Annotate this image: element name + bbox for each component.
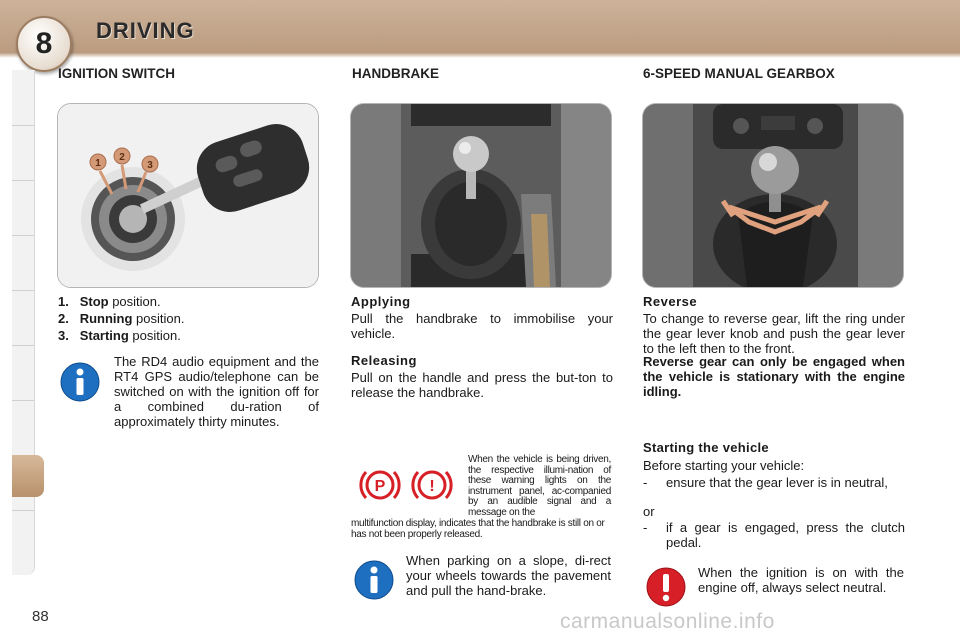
ignition-item-running	[58, 311, 318, 326]
item-label: Starting	[79, 328, 129, 343]
handbrake-illustration	[351, 104, 611, 287]
ignition-item-stop	[58, 294, 318, 309]
warning-icon	[646, 567, 686, 607]
item-number: 1.	[58, 294, 69, 309]
item-label: Stop	[79, 294, 109, 309]
gearbox-illustration	[643, 104, 903, 287]
chapter-number-badge	[16, 16, 72, 72]
key-position-label-3: 3	[147, 160, 153, 171]
ignition-position-list	[58, 294, 318, 343]
page-number: 88	[32, 608, 49, 625]
gearbox-warning-note: When the ignition is on with the engine off, always select neutral.	[698, 565, 904, 595]
starting-item-2-text: if a gear is engaged, press the clutch pedal.	[666, 520, 905, 550]
warning-light-p-label: P	[374, 478, 386, 495]
side-tab-divider	[12, 290, 34, 291]
key-position-label-2: 2	[119, 152, 125, 163]
side-tab-divider	[12, 400, 34, 401]
starting-item-1-text: ensure that the gear lever is in neutral,	[666, 475, 888, 490]
key-position-label-1: 1	[95, 158, 101, 169]
item-text: position.	[128, 328, 181, 343]
item-text: position.	[108, 294, 161, 309]
starting-heading: Starting the vehicle	[643, 440, 769, 455]
list-dash: -	[643, 520, 648, 535]
gearbox-photo	[642, 103, 904, 288]
info-icon	[60, 362, 100, 402]
item-number: 2.	[58, 311, 69, 326]
header-edge	[0, 52, 960, 58]
applying-text: Pull the handbrake to immobilise your vehicle.	[351, 311, 613, 341]
item-text: position.	[132, 311, 185, 326]
side-tab-divider	[12, 510, 34, 511]
side-tab-divider	[12, 235, 34, 236]
side-tab-divider	[12, 180, 34, 181]
handbrake-title: HANDBRAKE	[352, 66, 439, 81]
item-label: Running	[79, 311, 133, 326]
warning-light-excl-label: !	[429, 478, 435, 495]
side-tab-current[interactable]	[12, 455, 44, 497]
handbrake-warning-note: When the vehicle is being driven, the respective illumi-nation of these warning lights on the instrument panel, ac-companied by an audible signal and a message on the	[468, 454, 611, 518]
starting-item-2	[643, 520, 905, 550]
handbrake-info-note: When parking on a slope, di-rect your wheels towards the pavement and pull the hand-brake.	[406, 553, 611, 598]
releasing-heading: Releasing	[351, 353, 417, 368]
handbrake-warning-note-continued: multifunction display, indicates that the handbrake is still on or has not been properly released.	[351, 518, 605, 540]
ignition-key-illustration	[58, 104, 318, 287]
info-icon	[354, 560, 394, 600]
handbrake-photo	[350, 103, 612, 288]
applying-heading: Applying	[351, 294, 411, 309]
ignition-switch-title: IGNITION SWITCH	[58, 66, 175, 81]
reverse-text: To change to reverse gear, lift the ring under the gear lever knob and push the gear lever to the left then to the front.	[643, 311, 905, 356]
side-tab-divider	[12, 125, 34, 126]
releasing-text: Pull on the handle and press the but-ton to release the handbrake.	[351, 370, 613, 400]
reverse-warning-text: Reverse gear can only be engaged when the vehicle is stationary with the engine idling.	[643, 354, 905, 399]
chapter-side-tabs	[12, 70, 35, 575]
chapter-number: 8	[35, 27, 53, 60]
brake-warning-icon	[410, 463, 454, 507]
side-tab-divider	[12, 345, 34, 346]
list-dash: -	[643, 475, 648, 490]
ignition-item-starting	[58, 328, 318, 343]
parking-brake-warning-icon	[358, 463, 402, 507]
gearbox-title: 6-SPEED MANUAL GEARBOX	[643, 66, 835, 81]
item-number: 3.	[58, 328, 69, 343]
reverse-heading: Reverse	[643, 294, 698, 309]
ignition-info-note: The RD4 audio equipment and the RT4 GPS audio/telephone can be switched on with the ignition off for a combined du-ration of approximately thirty minutes.	[114, 354, 319, 429]
starting-intro: Before starting your vehicle:	[643, 458, 805, 473]
starting-or: or	[643, 504, 655, 519]
starting-item-1	[643, 475, 905, 490]
chapter-title: DRIVING	[96, 18, 195, 43]
watermark: carmanualsonline.info	[560, 610, 775, 633]
ignition-key-photo	[57, 103, 319, 288]
